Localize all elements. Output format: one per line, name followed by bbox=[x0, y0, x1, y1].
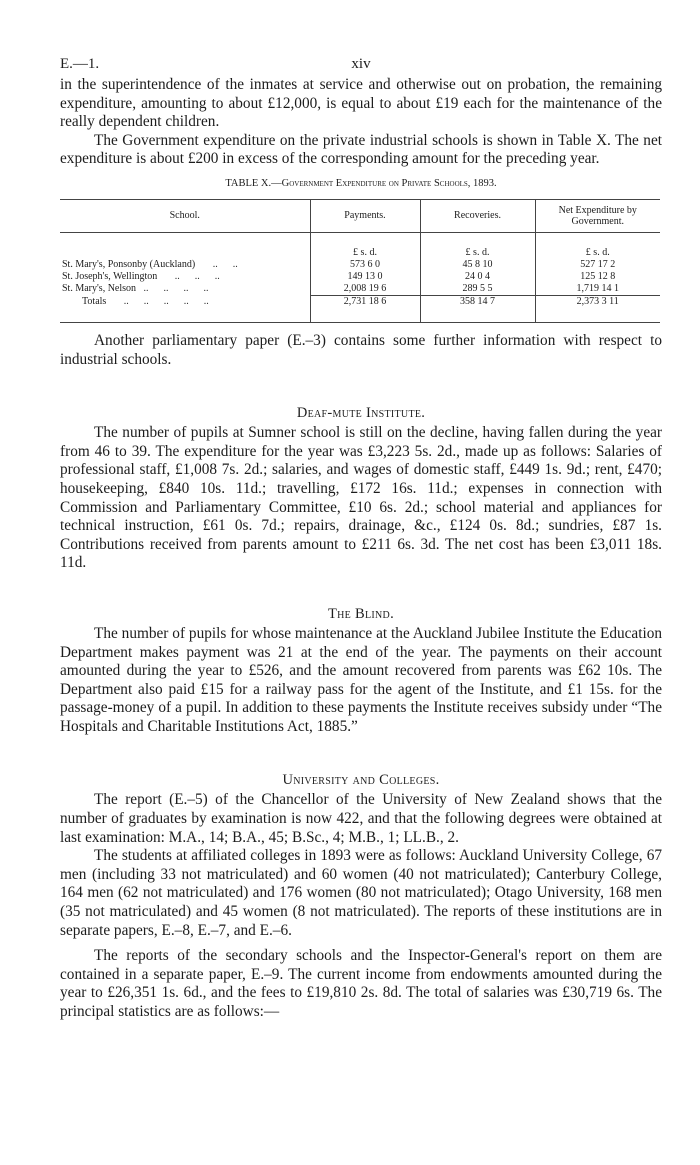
table-caption-prefix: TABLE X.— bbox=[225, 177, 282, 189]
totals-label: Totals bbox=[82, 295, 107, 307]
totals-payments: 2,731 18 6 bbox=[310, 295, 420, 308]
header-school: School. bbox=[60, 199, 310, 232]
recoveries-value: 289 5 5 bbox=[420, 283, 535, 296]
document-page bbox=[60, 0, 662, 1022]
university-paragraph-1: The report (E.–5) of the Chancellor of the University of New Zealand shows that the number of graduates by examination is now 422, and that the following degrees were obtained at last examination: M.A., 14; B.A., 45; B.Sc., 4; M.B., 1; LL.B., 2. bbox=[60, 791, 662, 846]
page-number: xiv bbox=[351, 56, 371, 72]
paper-reference: E.—1. bbox=[60, 56, 100, 72]
header-net-expenditure: Net Expenditure by Government. bbox=[535, 199, 660, 232]
table-caption-title: Government Expenditure on Private Schools, 1893. bbox=[281, 177, 497, 189]
table-spacer-row bbox=[60, 308, 660, 323]
expenditure-table bbox=[60, 199, 660, 323]
page-header bbox=[60, 0, 662, 76]
intro-paragraph-1: in the superintendence of the inmates at service and otherwise out on probation, the remaining expenditure, amounting to about £12,000, is equal to about £19 each for the maintenance of the really dependent children. bbox=[60, 76, 662, 131]
school-name: St. Mary's, Nelson bbox=[62, 283, 137, 295]
table-row bbox=[60, 271, 660, 283]
totals-net: 2,373 3 11 bbox=[535, 295, 660, 308]
recoveries-value: 24 0 4 bbox=[420, 271, 535, 283]
recoveries-value: 45 8 10 bbox=[420, 259, 535, 271]
net-value: 125 12 8 bbox=[535, 271, 660, 283]
university-paragraph-2: The students at affiliated colleges in 1893 were as follows: Auckland University College, 67 men (including 33 not matriculated) and 60 women (40 not matriculated); Canterbury College, 164 men (62 not matriculated) and 176 women (80 not matriculated); Otago University, 168 men (35 not matriculated) and 45 women (8 not matriculated). The reports of these institutions are in separate papers, E.–8, E.–7, and E.–6. bbox=[60, 847, 662, 939]
units-payments: £ s. d. bbox=[310, 247, 420, 259]
university-paragraph-3: The reports of the secondary schools and the Inspector-General's report on them are contained in a separate paper, E.–9. The current income from endowments amounted during the year to £26,351 1s. 6d., and the fees to £19,810 2s. 8d. The total of salaries was £30,719 6s. The principal statistics are as follows:— bbox=[60, 947, 662, 1020]
deaf-mute-paragraph: The number of pupils at Sumner school is still on the decline, having fallen during the year from 46 to 39. The expenditure for the year was £3,223 5s. 2d., made up as follows: Salaries of professional staff, £1,008 7s. 2d.; salaries, and wages of domestic staff, £449 1s. 9d.; rent, £470; housekeeping, £840 10s. 11d.; travelling, £172 16s. 11d.; expenses in connection with Commission and Parliamentary Committee, £10 6s. 2d.; school material and appliances for technical instruction, £61 0s. 7d.; repairs, drainage, &c., £124 0s. 8d.; sundries, £87 1s. Contributions received from parents amount to £211 6s. 3d. The net cost has been £3,011 18s. 11d. bbox=[60, 424, 662, 572]
school-name: St. Mary's, Ponsonby (Auckland) bbox=[62, 258, 196, 270]
university-heading: University and Colleges. bbox=[282, 772, 440, 789]
intro-paragraph-2: The Government expenditure on the private industrial schools is shown in Table X. The net expenditure is about £200 in excess of the corresponding amount for the preceding year. bbox=[60, 131, 662, 168]
totals-row bbox=[60, 295, 660, 308]
table-spacer-row bbox=[60, 232, 660, 247]
net-value: 527 17 2 bbox=[535, 259, 660, 271]
header-recoveries: Recoveries. bbox=[420, 199, 535, 232]
totals-recoveries: 358 14 7 bbox=[420, 295, 535, 308]
units-recoveries: £ s. d. bbox=[420, 247, 535, 259]
table-header-row bbox=[60, 199, 660, 232]
table-row bbox=[60, 259, 660, 271]
blind-heading: The Blind. bbox=[328, 605, 394, 622]
after-table-paragraph: Another parliamentary paper (E.–3) contains some further information with respect to industrial schools. bbox=[60, 331, 662, 368]
payments-value: 573 6 0 bbox=[310, 259, 420, 271]
payments-value: 149 13 0 bbox=[310, 271, 420, 283]
units-net: £ s. d. bbox=[535, 247, 660, 259]
deaf-mute-heading: Deaf-mute Institute. bbox=[296, 405, 426, 422]
school-name: St. Joseph's, Wellington bbox=[62, 270, 158, 282]
net-value: 1,719 14 1 bbox=[535, 283, 660, 296]
blind-paragraph: The number of pupils for whose maintenance at the Auckland Jubilee Institute the Education Department makes payment was 21 at the end of the year. The payments on their account amounted during the year to £526, and the amount recovered from parents was £62 10s. The Department also paid £15 for a railway pass for the agent of the Institute, and £1 15s. for the passage-money of a pupil. In addition to these payments the Institute receives subsidy under “The Hospitals and Charitable Institutions Act, 1885.” bbox=[60, 624, 662, 735]
table-row bbox=[60, 283, 660, 296]
leader-dots: .. .. .. .. .. bbox=[106, 295, 209, 307]
table-caption bbox=[60, 178, 662, 189]
table-units-row bbox=[60, 247, 660, 259]
leader-dots: .. .. .. bbox=[157, 270, 220, 282]
leader-dots: .. .. .. .. bbox=[136, 283, 209, 295]
leader-dots: .. .. bbox=[195, 258, 238, 270]
header-payments: Payments. bbox=[310, 199, 420, 232]
payments-value: 2,008 19 6 bbox=[310, 283, 420, 296]
